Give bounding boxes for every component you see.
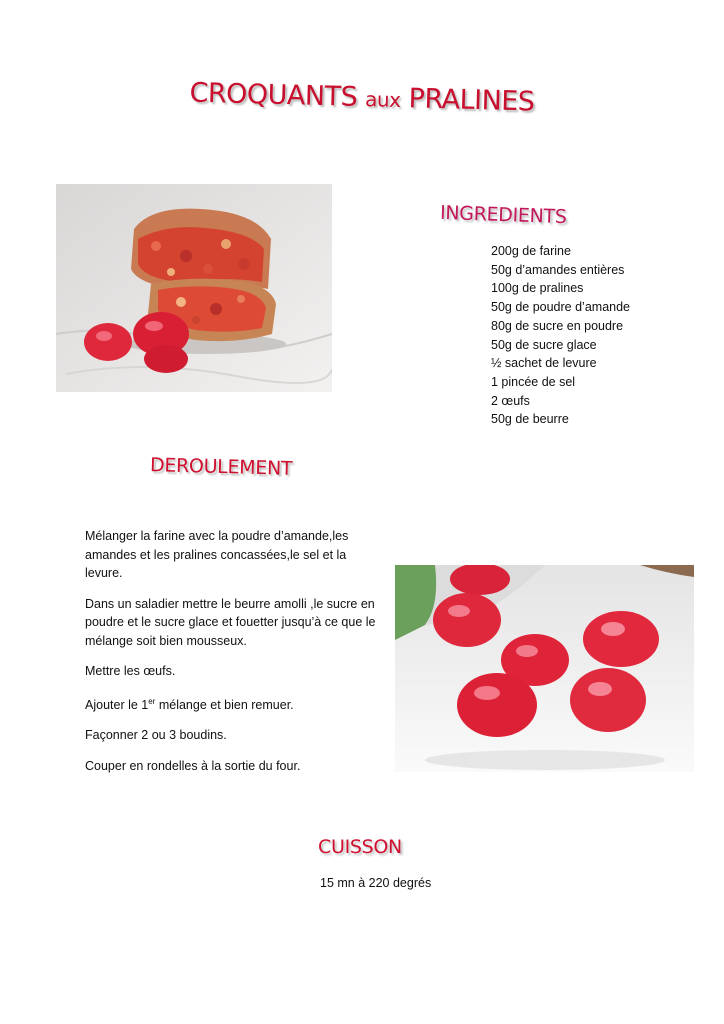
step-1: Mélanger la farine avec la poudre d’amande,les amandes et les pralines concassées,le sel et la levure. bbox=[85, 529, 349, 580]
list-item: ½ sachet de levure bbox=[491, 356, 597, 371]
ingredients-heading: INGREDIENTS bbox=[439, 201, 567, 229]
list-item: 50g de beurre bbox=[491, 412, 569, 427]
list-item: 50g de poudre d’amande bbox=[491, 300, 631, 315]
step-3: Mettre les œufs. bbox=[85, 664, 176, 678]
cuisson-text: 15 mn à 220 degrés bbox=[320, 876, 432, 890]
ingredients-list bbox=[491, 242, 630, 429]
list-item: 200g de farine bbox=[491, 244, 571, 258]
list-item: 50g de sucre glace bbox=[491, 337, 597, 352]
step-6: Couper en rondelles à la sortie du four. bbox=[85, 758, 301, 773]
list-item: 2 œufs bbox=[491, 393, 530, 408]
step-5: Façonner 2 ou 3 boudins. bbox=[85, 728, 227, 743]
list-item: 100g de pralines bbox=[491, 281, 584, 296]
cuisson-heading: CUISSON bbox=[318, 836, 402, 858]
list-item: 50g d’amandes entières bbox=[491, 262, 625, 277]
page-title: CROQUANTS aux PRALINES bbox=[189, 77, 535, 118]
steps-text bbox=[85, 527, 385, 787]
list-item: 1 pincée de sel bbox=[491, 374, 576, 389]
pralines-photo bbox=[395, 565, 694, 772]
list-item: 80g de sucre en poudre bbox=[491, 318, 624, 333]
step-2: Dans un saladier mettre le beurre amolli ,le sucre en poudre et le sucre glace et fouetter jusqu’à ce que le mélange soit bien mousseux. bbox=[85, 596, 376, 648]
deroulement-heading: DEROULEMENT bbox=[149, 454, 293, 480]
step-4: Ajouter le 1er mélange et bien remuer. bbox=[85, 696, 294, 712]
croquants-photo bbox=[56, 184, 332, 392]
